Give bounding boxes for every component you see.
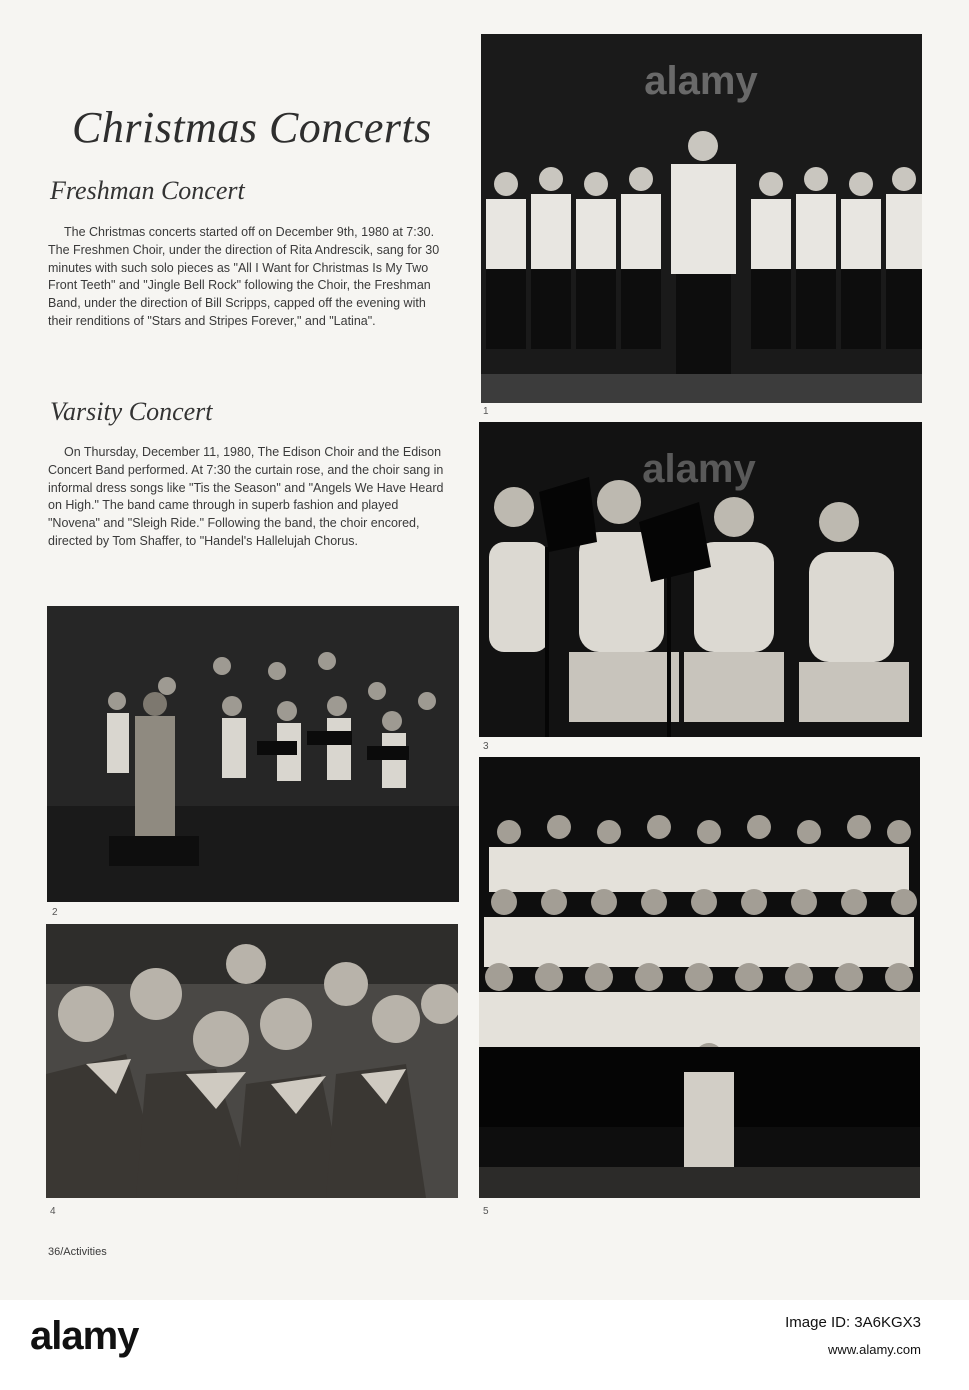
photo-2-number: 2 <box>52 907 58 918</box>
photo-1-number: 1 <box>483 406 489 417</box>
choir-photo-illustration <box>46 924 458 1198</box>
photo-3-flute-section <box>479 422 922 737</box>
photo-5-number: 5 <box>483 1206 489 1217</box>
alamy-logo: alamy <box>30 1314 139 1358</box>
varsity-concert-text: On Thursday, December 11, 1980, The Edison Choir and the Edison Concert Band performed. At 7:30 the curtain rose, and the choir sang in informal dress songs like "Tis the Season" and "Angels We Have Heard on High." The band came through in superb fashion and played "Novena" and "Sleigh Ride." Following the band, the choir encored, directed by Tom Shaffer, to "Handel's Hallelujah Chorus. <box>48 445 444 548</box>
photo-4-number: 4 <box>50 1206 56 1217</box>
varsity-concert-heading: Varsity Concert <box>50 397 213 426</box>
watermark-text: alamy <box>644 59 758 103</box>
photo-2-concert-band <box>47 606 459 902</box>
photo-4-robed-choir <box>46 924 458 1198</box>
page-folio: 36/Activities <box>48 1246 107 1258</box>
freshman-concert-heading: Freshman Concert <box>50 176 245 205</box>
image-id: Image ID: 3A6KGX3 <box>785 1314 921 1331</box>
stock-photo-bar <box>0 1300 969 1390</box>
band-photo-illustration <box>479 422 922 737</box>
page-title: Christmas Concerts <box>72 103 432 152</box>
photo-1-freshman-choir <box>481 34 922 403</box>
band-photo-illustration <box>47 606 459 902</box>
stock-url-link[interactable]: www.alamy.com <box>828 1342 921 1357</box>
choir-photo-illustration <box>479 757 920 1198</box>
freshman-concert-text: The Christmas concerts started off on December 9th, 1980 at 7:30. The Freshmen Choir, under the direction of Rita Andrescik, sang for 30 minutes with such solo pieces as "All I Want for Christmas Is My Two Front Teeth" and "Jingle Bell Rock" following the Choir, the Freshman Band, under the direction of Bill Scripps, capped off the evening with their renditions of "Stars and Stripes Forever," and "Latina". <box>48 225 440 328</box>
watermark-text: alamy <box>642 447 756 491</box>
choir-photo-illustration <box>481 34 922 403</box>
photo-5-varsity-choir <box>479 757 920 1198</box>
photo-3-number: 3 <box>483 741 489 752</box>
